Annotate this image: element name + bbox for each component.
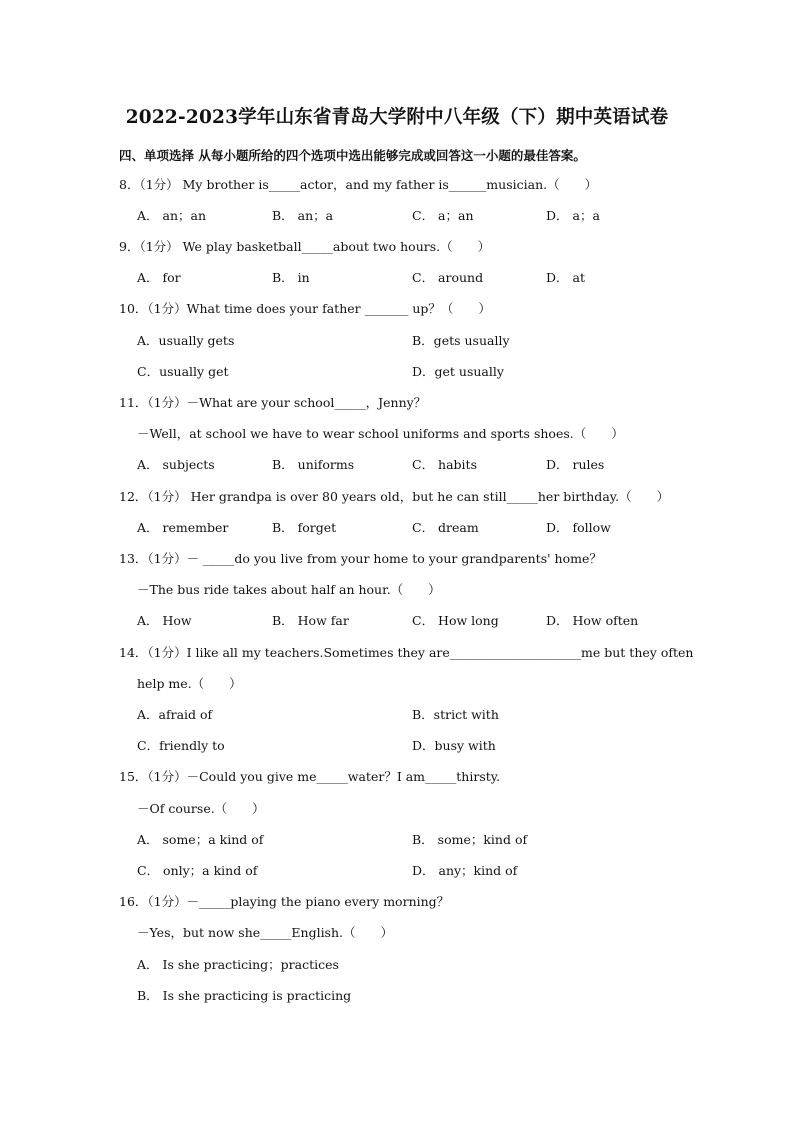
question-16-option-a: A． Is she practicing；practices xyxy=(137,957,339,972)
question-10-option-a: A．usually gets xyxy=(137,333,235,348)
question-9-option-b: B． in xyxy=(272,270,310,285)
question-15-reply: －Of course.（ ） xyxy=(137,801,265,816)
question-10-stem: 10．（1分）What time does your father _______ up？（ ） xyxy=(119,301,491,316)
question-13-option-d: D． How often xyxy=(546,613,639,628)
question-12-option-d: D． follow xyxy=(546,520,611,535)
question-15-option-c: C． only；a kind of xyxy=(137,863,258,878)
question-8-option-c: C． a；an xyxy=(412,208,474,223)
question-14-stem: 14．（1分）I like all my teachers.Sometimes they are_____________________me but they often xyxy=(119,645,694,660)
question-14-option-d: D．busy with xyxy=(412,738,496,753)
question-13-option-b: B． How far xyxy=(272,613,349,628)
question-16-reply: －Yes，but now she_____English.（ ） xyxy=(137,925,394,940)
question-11-option-b: B． uniforms xyxy=(272,457,355,472)
question-15-option-d: D． any；kind of xyxy=(412,863,518,878)
question-12-option-a: A． remember xyxy=(137,520,229,535)
question-12-option-c: C． dream xyxy=(412,520,479,535)
question-10-option-c: C．usually get xyxy=(137,364,229,379)
question-8-option-d: D． a；a xyxy=(546,208,600,223)
question-14-stem-continued: help me.（ ） xyxy=(137,676,242,691)
question-16-option-b: B． Is she practicing is practicing xyxy=(137,988,352,1003)
question-12-stem: 12．（1分） Her grandpa is over 80 years old，but he can still_____her birthday.（ ） xyxy=(119,489,670,504)
question-16-stem: 16．（1分）－_____playing the piano every morning？ xyxy=(119,894,450,909)
question-9-option-a: A． for xyxy=(137,270,181,285)
question-15-option-b: B． some；kind of xyxy=(412,832,528,847)
question-11-option-a: A． subjects xyxy=(137,457,215,472)
question-9-option-d: D． at xyxy=(546,270,585,285)
question-9-option-c: C． around xyxy=(412,270,484,285)
section-heading: 四、单项选择 从每小题所给的四个选项中选出能够完成或回答这一小题的最佳答案。 xyxy=(119,148,586,163)
question-9-stem: 9．（1分） We play basketball_____about two hours.（ ） xyxy=(119,239,491,254)
question-14-option-b: B．strict with xyxy=(412,707,499,722)
question-13-option-c: C． How long xyxy=(412,613,499,628)
question-11-option-d: D． rules xyxy=(546,457,605,472)
question-15-option-a: A． some；a kind of xyxy=(137,832,264,847)
question-11-reply: －Well，at school we have to wear school uniforms and sports shoes.（ ） xyxy=(137,426,624,441)
question-11-option-c: C． habits xyxy=(412,457,477,472)
question-12-option-b: B． forget xyxy=(272,520,337,535)
question-15-stem: 15．（1分）－Could you give me_____water？I am_____thirsty. xyxy=(119,769,501,784)
question-14-option-a: A．afraid of xyxy=(137,707,213,722)
question-10-option-d: D．get usually xyxy=(412,364,504,379)
question-14-option-c: C．friendly to xyxy=(137,738,225,753)
question-10-option-b: B．gets usually xyxy=(412,333,510,348)
page-title: 2022-2023学年山东省青岛大学附中八年级（下）期中英语试卷 xyxy=(125,107,669,128)
question-13-option-a: A． How xyxy=(137,613,192,628)
question-11-stem: 11．（1分）－What are your school_____，Jenny？ xyxy=(119,395,427,410)
question-8-stem: 8．（1分） My brother is_____actor，and my father is______musician.（ ） xyxy=(119,177,598,192)
question-13-reply: －The bus ride takes about half an hour.（ ） xyxy=(137,582,441,597)
question-8-option-a: A． an；an xyxy=(137,208,207,223)
question-8-option-b: B． an；a xyxy=(272,208,334,223)
question-13-stem: 13．（1分）－ _____do you live from your home to your grandparents' home？ xyxy=(119,551,602,566)
